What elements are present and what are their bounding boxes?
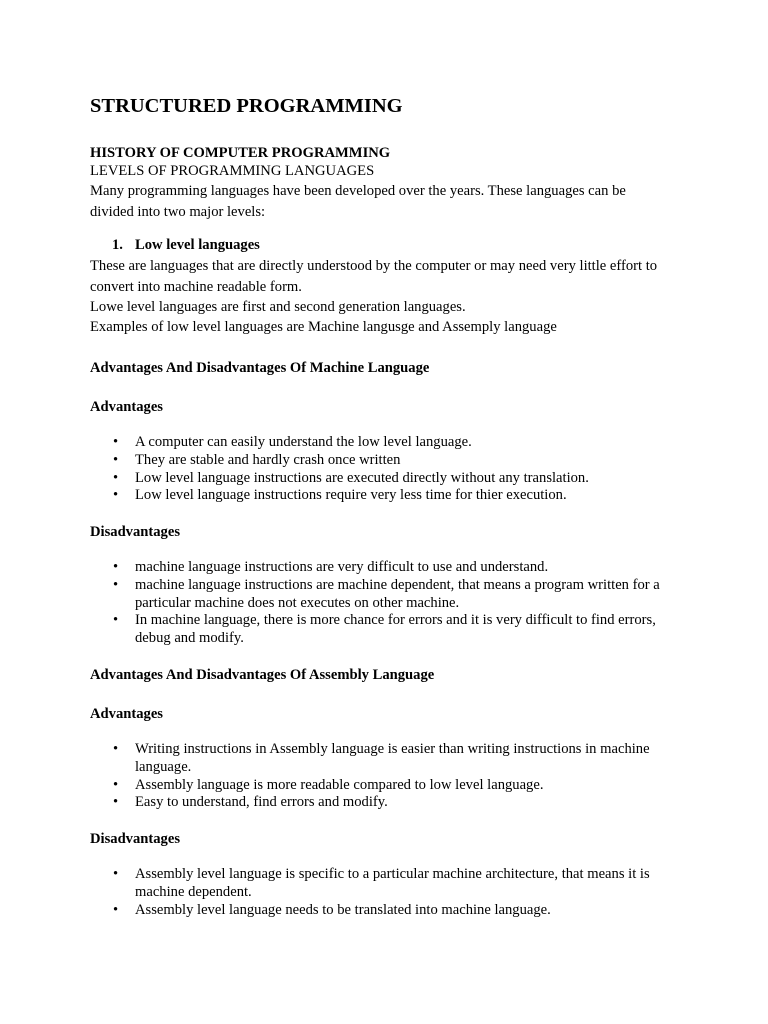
list-item xyxy=(90,487,690,505)
assembly-section-heading: Advantages And Disadvantages Of Assembly Language xyxy=(90,667,435,683)
list-item xyxy=(90,777,690,795)
list-item-text: Assembly language is more readable compared to low level language. xyxy=(135,776,544,793)
list-item-text: machine dependent. xyxy=(135,883,252,900)
intro-line: Many programming languages have been developed over the years. These languages can be xyxy=(90,183,626,199)
list-item-text: They are stable and hardly crash once written xyxy=(135,451,401,468)
generation-text: Lowe level languages are first and second generation languages. xyxy=(90,299,466,315)
list-item-text: particular machine does not executes on other machine. xyxy=(135,594,460,611)
paragraph-line: convert into machine readable form. xyxy=(90,278,302,295)
document-title: STRUCTURED PROGRAMMING xyxy=(90,95,403,117)
bullet-icon: • xyxy=(113,776,119,793)
bullet-icon: • xyxy=(113,434,119,450)
bullet-icon: • xyxy=(113,451,119,468)
list-item-text: Writing instructions in Assembly language is easier than writing instructions in machine xyxy=(135,741,650,757)
bullet-icon: • xyxy=(113,576,119,593)
list-number: 1. xyxy=(112,237,123,253)
low-level-heading-text: Low level languages xyxy=(135,237,260,253)
bullet-icon: • xyxy=(113,794,119,811)
bullet-icon: • xyxy=(113,487,119,504)
levels-heading: LEVELS OF PROGRAMMING LANGUAGES xyxy=(90,163,375,179)
list-item-text: Low level language instructions require very less time for thier execution. xyxy=(135,487,567,504)
assembly-disadvantages-list xyxy=(90,866,690,919)
assembly-disadvantages-heading: Disadvantages xyxy=(90,831,181,847)
list-item xyxy=(90,577,690,613)
paragraph-line: These are languages that are directly understood by the computer or may need very little effort to xyxy=(90,258,658,274)
list-item-text: Assembly level language needs to be translated into machine language. xyxy=(135,901,551,918)
list-item xyxy=(90,741,690,777)
list-item xyxy=(90,452,690,470)
machine-disadvantages-heading: Disadvantages xyxy=(90,524,181,540)
list-item xyxy=(90,434,690,452)
machine-advantages-heading: Advantages xyxy=(90,399,163,415)
list-item-text: machine language instructions are machine dependent, that means a program written for a xyxy=(135,576,660,593)
machine-section-heading: Advantages And Disadvantages Of Machine Language xyxy=(90,360,430,376)
bullet-icon: • xyxy=(113,901,119,918)
bullet-icon: • xyxy=(113,559,119,575)
bullet-icon: • xyxy=(113,469,119,486)
machine-disadvantages-list xyxy=(90,559,690,648)
intro-line: divided into two major levels: xyxy=(90,203,266,220)
list-item-text: debug and modify. xyxy=(135,630,244,647)
bullet-icon: • xyxy=(113,866,119,882)
list-item xyxy=(90,559,690,577)
list-item-text: machine language instructions are very difficult to use and understand. xyxy=(135,559,549,575)
list-item-text: In machine language, there is more chance for errors and it is very difficult to find errors, xyxy=(135,612,656,629)
low-level-description xyxy=(90,257,690,297)
list-item xyxy=(90,866,690,902)
list-item xyxy=(90,794,690,812)
list-item-text: Easy to understand, find errors and modify. xyxy=(135,794,388,811)
machine-advantages-list xyxy=(90,434,690,505)
list-item xyxy=(90,612,690,648)
intro-paragraph xyxy=(90,182,690,222)
examples-text: Examples of low level languages are Machine langusge and Assemply language xyxy=(90,319,557,335)
list-item-text: Low level language instructions are executed directly without any translation. xyxy=(135,469,589,486)
bullet-icon: • xyxy=(113,741,119,757)
list-item-text: language. xyxy=(135,758,192,775)
assembly-advantages-heading: Advantages xyxy=(90,706,163,722)
history-heading: HISTORY OF COMPUTER PROGRAMMING xyxy=(90,145,391,161)
bullet-icon: • xyxy=(113,612,119,629)
list-item-text: Assembly level language is specific to a particular machine architecture, that means it is xyxy=(135,866,650,882)
list-item-text: A computer can easily understand the low level language. xyxy=(135,434,472,450)
list-item xyxy=(90,902,690,920)
assembly-advantages-list xyxy=(90,741,690,812)
list-item xyxy=(90,470,690,488)
